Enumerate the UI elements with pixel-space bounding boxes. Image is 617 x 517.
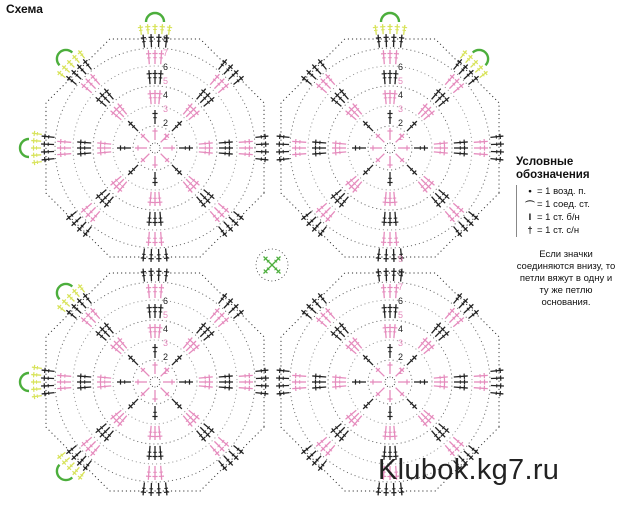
stitch-symbol: [239, 154, 253, 155]
stitch-symbol: [57, 154, 71, 155]
join-stitch: [272, 265, 280, 273]
stitch-symbol: [396, 388, 404, 396]
stitch-symbol: [312, 299, 321, 309]
join-stitch: [167, 27, 172, 28]
stitch-symbol: [229, 217, 239, 226]
stitch-symbol: [86, 441, 96, 451]
stitch-symbol: [454, 376, 468, 377]
stitch-symbol: [280, 134, 281, 139]
stitch-symbol: [464, 70, 474, 79]
round-number-label: 3: [163, 338, 169, 348]
center-ring: [150, 143, 160, 153]
round-number-label: 4: [398, 90, 404, 100]
stitch-symbol: [378, 35, 379, 48]
stitch-symbol: [141, 154, 149, 162]
stitch-symbol: [434, 143, 448, 144]
stitch-symbol: [490, 393, 503, 394]
stitch-symbol: [42, 136, 55, 137]
stitch-symbol: [77, 456, 86, 466]
stitch-symbol: [160, 446, 161, 460]
stitch-symbol: [434, 386, 448, 387]
stitch-symbol: [454, 142, 468, 143]
stitch-symbol: [395, 212, 396, 226]
legend-title: [516, 156, 616, 182]
picot-edge: [20, 373, 29, 391]
stitch-symbol: [224, 65, 233, 75]
stitch-symbol: [72, 304, 82, 313]
stitch-symbol: [490, 370, 503, 371]
center-ring: [385, 377, 395, 387]
stitch-symbol: [265, 368, 266, 373]
stitch-symbol: [141, 38, 146, 39]
stitch-symbol: [199, 386, 213, 387]
legend-item-label: = 1 ст. с/н: [537, 225, 580, 236]
stitch-symbol: [219, 153, 233, 154]
stitch-symbol: [72, 451, 82, 460]
stitch-symbol: [394, 192, 395, 206]
stitch-symbol: [164, 272, 169, 273]
join-stitch: [402, 27, 407, 28]
stitch-symbol: [312, 222, 321, 232]
stitch-symbol: [394, 90, 395, 104]
stitch-symbol: [160, 212, 161, 226]
stitch-symbol: [160, 304, 161, 318]
stitch-symbol: [312, 65, 321, 75]
round-number-label: 2: [398, 352, 404, 362]
stitch-symbol: [97, 377, 111, 378]
stitch-symbol: [161, 388, 169, 396]
stitch-symbol: [72, 217, 82, 226]
stitch-symbol: [161, 232, 162, 246]
round-number-label: 2: [163, 118, 169, 128]
round-number-label: 4: [163, 324, 169, 334]
stitch-symbol: [307, 451, 317, 460]
round-number-label: 1: [163, 366, 169, 376]
stitch-symbol: [384, 212, 385, 226]
stitch-symbol: [434, 152, 448, 153]
stitch-symbol: [239, 388, 253, 389]
join-stitch: [34, 131, 35, 136]
join-stitch: [34, 160, 35, 165]
stitch-symbol: [383, 50, 384, 64]
stitch-symbol: [214, 313, 224, 323]
round-number-label: 6: [163, 62, 169, 72]
stitch-symbol: [199, 377, 213, 378]
stitch-symbol: [459, 65, 468, 75]
stitch-symbol: [376, 368, 384, 376]
stitch-symbol: [164, 492, 169, 493]
stitch-symbol: [149, 446, 150, 460]
stitch-symbol: [376, 258, 381, 259]
stitch-symbol: [86, 207, 96, 217]
stitch-symbol: [255, 393, 268, 394]
stitch-symbol: [239, 375, 253, 376]
stitch-symbol: [385, 90, 386, 104]
round-number-label: 3: [163, 104, 169, 114]
legend-note: Если значки соединяются внизу, то петли вяжут в одну и ту же петлю основания.: [516, 249, 616, 308]
stitch-symbol: [449, 441, 459, 451]
round-number-label: 5: [398, 310, 404, 320]
stitch-symbol: [229, 304, 239, 313]
stitch-symbol: [265, 134, 266, 139]
stitch-symbol: [224, 222, 233, 232]
round-number-label: 3: [398, 104, 404, 114]
join-stitch: [34, 365, 35, 370]
stitch-symbol: [159, 192, 160, 206]
stitch-symbol: [384, 70, 385, 84]
stitch-symbol: [224, 299, 233, 309]
stitch-symbol: [164, 258, 169, 259]
stitch-symbol: [312, 456, 321, 466]
stitch-symbol: [57, 388, 71, 389]
stitch-symbol: [77, 65, 86, 75]
stitch-symbol: [474, 388, 488, 389]
watermark: Klubok.kg7.ru: [378, 454, 560, 486]
stitch-symbol: [166, 248, 167, 261]
stitch-symbol: [407, 355, 417, 365]
stitch-symbol: [500, 134, 501, 139]
picot-edge: [20, 139, 29, 157]
stitch-symbol: [143, 35, 144, 48]
round-number-label: 4: [163, 90, 169, 100]
stitch-symbol: [143, 248, 144, 261]
round-number-label: 9: [398, 254, 404, 264]
stitch-symbol: [97, 386, 111, 387]
stitch-symbol: [312, 153, 326, 154]
stitch-symbol: [376, 134, 384, 142]
stitch-symbol: [199, 152, 213, 153]
legend-item-slip: [523, 198, 616, 211]
stitch-symbol: [464, 217, 474, 226]
stitch-symbol: [239, 141, 253, 142]
stitch-symbol: [307, 217, 317, 226]
stitch-symbol: [159, 90, 160, 104]
stitch-symbol: [376, 388, 384, 396]
stitch-symbol: [395, 304, 396, 318]
stitch-symbol: [459, 222, 468, 232]
stitch-symbol: [394, 324, 395, 338]
stitch-symbol: [407, 165, 417, 175]
stitch-symbol: [97, 152, 111, 153]
stitch-symbol: [407, 121, 417, 131]
stitch-symbol: [161, 466, 162, 480]
stitch-symbol: [265, 157, 266, 162]
legend-item-dc: [523, 224, 616, 237]
stitch-symbol: [312, 376, 326, 377]
stitch-symbol: [474, 141, 488, 142]
round-number-label: 7: [163, 48, 169, 58]
stitch-symbol: [141, 134, 149, 142]
stitch-symbol: [214, 207, 224, 217]
stitch-symbol: [128, 399, 138, 409]
center-ring: [385, 143, 395, 153]
stitch-symbol: [332, 377, 346, 378]
stitch-symbol: [141, 492, 146, 493]
stitch-symbol: [376, 492, 381, 493]
stitch-symbol: [332, 143, 346, 144]
round-number-label: 8: [398, 268, 404, 278]
stitch-symbol: [255, 159, 268, 160]
stitch-symbol: [449, 207, 459, 217]
stitch-symbol: [312, 142, 326, 143]
stitch-symbol: [172, 165, 182, 175]
chain-ring: [328, 86, 452, 210]
stitch-symbol: [401, 35, 402, 48]
stitch-symbol: [307, 304, 317, 313]
stitch-symbol: [161, 154, 169, 162]
stitch-symbol: [148, 466, 149, 480]
round-number-label: 2: [163, 352, 169, 362]
chain-ring: [93, 86, 217, 210]
round-number-label: 1: [163, 132, 169, 142]
stitch-symbol: [399, 492, 404, 493]
join-stitch: [138, 27, 143, 28]
stitch-symbol: [363, 355, 373, 365]
center-ring: [150, 377, 160, 387]
stitch-symbol: [376, 272, 381, 273]
stitch-symbol: [490, 136, 503, 137]
join-stitch: [34, 394, 35, 399]
stitch-symbol: [378, 269, 379, 282]
double-crochet-icon: †: [527, 225, 533, 236]
stitch-symbol: [385, 192, 386, 206]
stitch-symbol: [141, 388, 149, 396]
legend-items: [516, 185, 616, 237]
stitch-symbol: [378, 248, 379, 261]
stitch-symbol: [500, 391, 501, 396]
stitch-symbol: [42, 393, 55, 394]
stitch-symbol: [255, 136, 268, 137]
stitch-symbol: [224, 456, 233, 466]
join-stitch: [373, 27, 378, 28]
stitch-symbol: [459, 299, 468, 309]
legend-item-label: = 1 возд. п.: [537, 186, 586, 197]
stitch-symbol: [161, 50, 162, 64]
stitch-symbol: [292, 141, 306, 142]
stitch-symbol: [376, 154, 384, 162]
stitch-symbol: [280, 368, 281, 373]
stitch-symbol: [490, 159, 503, 160]
round-number-label: 5: [163, 310, 169, 320]
round-number-label: 8: [163, 34, 169, 44]
stitch-symbol: [449, 313, 459, 323]
stitch-symbol: [292, 388, 306, 389]
stitch-symbol: [77, 299, 86, 309]
stitch-symbol: [407, 399, 417, 409]
stitch-symbol: [321, 313, 331, 323]
stitch-symbol: [332, 152, 346, 153]
stitch-symbol: [384, 304, 385, 318]
round-number-label: 1: [398, 132, 404, 142]
round-number-label: 6: [398, 296, 404, 306]
stitch-symbol: [97, 143, 111, 144]
legend-title-line2: обозначения: [516, 169, 590, 181]
chain-stitch-icon: •: [528, 186, 532, 197]
stitch-symbol: [128, 355, 138, 365]
stitch-symbol: [363, 399, 373, 409]
round-number-label: 5: [163, 76, 169, 86]
legend-item-label: = 1 ст. б/н: [537, 212, 580, 223]
stitch-symbol: [277, 136, 290, 137]
stitch-symbol: [159, 426, 160, 440]
legend-item-label: = 1 соед. ст.: [537, 199, 590, 210]
stitch-symbol: [214, 441, 224, 451]
stitch-symbol: [150, 192, 151, 206]
stitch-symbol: [72, 70, 82, 79]
stitch-symbol: [172, 355, 182, 365]
chain-ring: [93, 320, 217, 444]
join-stitch: [272, 257, 280, 265]
stitch-symbol: [219, 142, 233, 143]
stitch-symbol: [396, 232, 397, 246]
stitch-symbol: [474, 375, 488, 376]
picot-edge: [146, 13, 164, 22]
stitch-symbol: [42, 159, 55, 160]
stitch-symbol: [332, 386, 346, 387]
stitch-symbol: [86, 313, 96, 323]
join-stitch: [264, 265, 272, 273]
stitch-symbol: [172, 399, 182, 409]
stitch-symbol: [229, 451, 239, 460]
stitch-symbol: [363, 121, 373, 131]
stitch-symbol: [57, 375, 71, 376]
stitch-symbol: [45, 134, 46, 139]
single-crochet-icon: I: [528, 212, 532, 223]
legend-item-chain: [523, 185, 616, 198]
stitch-symbol: [229, 70, 239, 79]
stitch-symbol: [128, 165, 138, 175]
stitch-symbol: [500, 368, 501, 373]
stitch-symbol: [385, 324, 386, 338]
stitch-symbol: [265, 391, 266, 396]
stitch-symbol: [396, 50, 397, 64]
stitch-symbol: [172, 121, 182, 131]
stitch-symbol: [399, 38, 404, 39]
stitch-symbol: [128, 121, 138, 131]
legend: [516, 156, 616, 309]
stitch-symbol: [292, 154, 306, 155]
round-number-label: 3: [398, 338, 404, 348]
join-stitch: [264, 257, 272, 265]
stitch-symbol: [141, 272, 146, 273]
stitch-symbol: [143, 482, 144, 495]
stitch-symbol: [148, 284, 149, 298]
stitch-symbol: [141, 258, 146, 259]
stitch-symbol: [383, 284, 384, 298]
stitch-symbol: [474, 154, 488, 155]
round-number-label: 4: [398, 324, 404, 334]
legend-item-sc: [523, 211, 616, 224]
stitch-symbol: [449, 79, 459, 89]
stitch-symbol: [321, 207, 331, 217]
round-number-label: 5: [398, 76, 404, 86]
stitch-symbol: [396, 284, 397, 298]
stitch-symbol: [57, 141, 71, 142]
stitch-symbol: [376, 38, 381, 39]
stitch-symbol: [500, 157, 501, 162]
stitch-symbol: [280, 391, 281, 396]
chart-title: Схема: [6, 2, 43, 16]
stitch-symbol: [199, 143, 213, 144]
stitch-symbol: [454, 387, 468, 388]
stitch-symbol: [148, 50, 149, 64]
stitch-symbol: [150, 90, 151, 104]
stitch-symbol: [166, 269, 167, 282]
stitch-symbol: [77, 387, 91, 388]
stitch-symbol: [150, 324, 151, 338]
stitch-symbol: [77, 142, 91, 143]
stitch-symbol: [277, 370, 290, 371]
round-number-label: 2: [398, 118, 404, 128]
stitch-symbol: [143, 269, 144, 282]
picot-edge: [381, 13, 399, 22]
stitch-symbol: [219, 376, 233, 377]
stitch-symbol: [321, 79, 331, 89]
stitch-symbol: [396, 154, 404, 162]
stitch-symbol: [280, 157, 281, 162]
stitch-symbol: [42, 370, 55, 371]
stitch-symbol: [150, 426, 151, 440]
stitch-symbol: [141, 368, 149, 376]
round-number-label: 7: [398, 282, 404, 292]
stitch-symbol: [86, 79, 96, 89]
stitch-symbol: [277, 393, 290, 394]
stitch-symbol: [454, 153, 468, 154]
stitch-symbol: [45, 368, 46, 373]
chain-ring: [328, 320, 452, 444]
stitch-symbol: [45, 391, 46, 396]
stitch-symbol: [395, 70, 396, 84]
stitch-symbol: [312, 387, 326, 388]
stitch-symbol: [77, 222, 86, 232]
legend-title-line1: Условные: [516, 156, 574, 168]
stitch-symbol: [394, 426, 395, 440]
stitch-symbol: [363, 165, 373, 175]
stitch-symbol: [214, 79, 224, 89]
stitch-symbol: [166, 482, 167, 495]
stitch-symbol: [385, 426, 386, 440]
stitch-symbol: [160, 70, 161, 84]
stitch-symbol: [219, 387, 233, 388]
stitch-symbol: [292, 375, 306, 376]
stitch-symbol: [148, 232, 149, 246]
stitch-symbol: [159, 324, 160, 338]
stitch-symbol: [464, 304, 474, 313]
round-number-label: 1: [398, 366, 404, 376]
stitch-symbol: [161, 284, 162, 298]
stitch-symbol: [149, 304, 150, 318]
stitch-symbol: [434, 377, 448, 378]
slip-stitch-icon: ⌒: [525, 200, 535, 212]
stitch-symbol: [77, 153, 91, 154]
stitch-symbol: [255, 370, 268, 371]
stitch-symbol: [149, 212, 150, 226]
stitch-symbol: [277, 159, 290, 160]
round-number-label: 6: [398, 62, 404, 72]
stitch-symbol: [45, 157, 46, 162]
stitch-symbol: [77, 376, 91, 377]
stitch-symbol: [149, 70, 150, 84]
stitch-symbol: [307, 70, 317, 79]
stitch-symbol: [383, 232, 384, 246]
stitch-symbol: [321, 441, 331, 451]
round-number-label: 6: [163, 296, 169, 306]
